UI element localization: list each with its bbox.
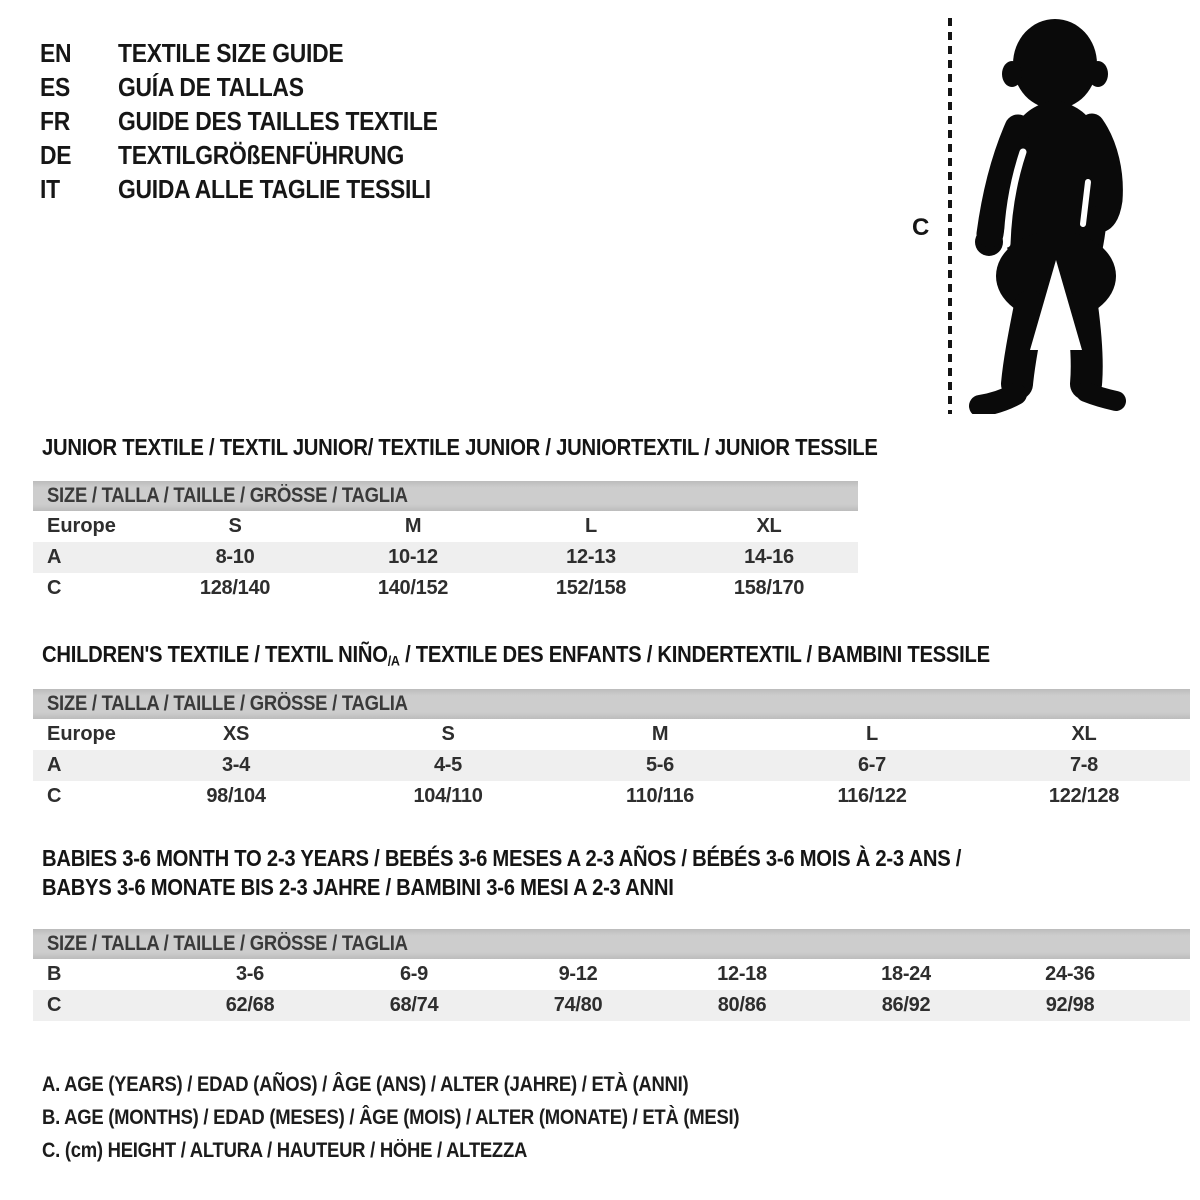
age-value: 3-4 xyxy=(221,754,250,776)
age-value: 4-5 xyxy=(433,754,462,776)
region-label: Europe xyxy=(47,515,116,537)
months-value: 18-24 xyxy=(881,963,931,985)
junior-size-table xyxy=(33,481,858,604)
size-col-header: L xyxy=(585,515,597,537)
months-value: 9-12 xyxy=(558,963,598,985)
months-value: 24-36 xyxy=(1045,963,1095,985)
table-row-height xyxy=(33,573,858,604)
size-col-header: M xyxy=(651,723,669,745)
height-value: 158/170 xyxy=(733,577,805,599)
height-value: 80/86 xyxy=(717,994,767,1016)
babies-section-title: BABIES 3-6 MONTH TO 2-3 YEARS / BEBÉS 3-6 MESES A 2-3 AÑOS / BÉBÉS 3-6 MOIS À 2-3 ANS / BABYS 3-6 MONATE BIS 2-3 JAHRE / BAMBINI 3-6 MESI A 2-3 ANNI xyxy=(42,845,962,900)
size-col-header: L xyxy=(866,723,878,745)
height-value: 116/122 xyxy=(837,785,907,807)
height-value: 74/80 xyxy=(553,994,603,1016)
size-header-band: SIZE / TALLA / TAILLE / GRÖSSE / TAGLIA xyxy=(33,929,1190,959)
row-label: C xyxy=(47,577,62,599)
height-value: 86/92 xyxy=(881,994,931,1016)
nino-a-subscript: /A xyxy=(387,653,400,670)
months-value: 3-6 xyxy=(235,963,264,985)
age-value: 14-16 xyxy=(744,546,794,568)
row-label: C xyxy=(47,994,62,1016)
table-header-row xyxy=(33,511,858,542)
height-value: 152/158 xyxy=(555,577,627,599)
height-value: 140/152 xyxy=(377,577,449,599)
list-item xyxy=(40,138,481,172)
age-value: 8-10 xyxy=(215,546,255,568)
age-value: 12-13 xyxy=(566,546,616,568)
language-code: IT xyxy=(40,174,60,204)
footnote-age-years: A. AGE (YEARS) / EDAD (AÑOS) / ÂGE (ANS) / ALTER (JAHRE) / ETÀ (ANNI) xyxy=(42,1073,689,1096)
legend-footnotes xyxy=(42,1068,834,1167)
junior-section-title: JUNIOR TEXTILE / TEXTIL JUNIOR/ TEXTILE JUNIOR / JUNIORTEXTIL / JUNIOR TESSILE xyxy=(42,434,878,460)
size-col-header: S xyxy=(228,515,242,537)
table-row-height xyxy=(33,781,1190,812)
language-code: EN xyxy=(40,38,72,68)
list-item xyxy=(40,70,481,104)
language-code: DE xyxy=(40,140,72,170)
height-value: 122/128 xyxy=(1048,785,1120,807)
children-size-table xyxy=(33,689,1190,812)
row-label: A xyxy=(47,754,62,776)
age-value: 10-12 xyxy=(388,546,438,568)
language-code: ES xyxy=(40,72,71,102)
children-section-title: CHILDREN'S TEXTILE / TEXTIL NIÑO/A / TEXTILE DES ENFANTS / KINDERTEXTIL / BAMBINI TESSILE xyxy=(42,641,990,670)
guide-title: GUÍA DE TALLAS xyxy=(118,72,304,102)
language-code: FR xyxy=(40,106,70,136)
height-value: 110/116 xyxy=(626,785,694,807)
size-col-header: XL xyxy=(1071,723,1097,745)
age-value: 6-7 xyxy=(857,754,886,776)
table-row-age xyxy=(33,542,858,573)
height-value: 68/74 xyxy=(389,994,439,1016)
height-value: 98/104 xyxy=(206,785,266,807)
footnote-age-months: B. AGE (MONTHS) / EDAD (MESES) / ÂGE (MOIS) / ALTER (MONATE) / ETÀ (MESI) xyxy=(42,1106,740,1129)
height-value: 128/140 xyxy=(199,577,271,599)
months-value: 6-9 xyxy=(399,963,428,985)
row-label: C xyxy=(47,785,62,807)
table-row-height xyxy=(33,990,1190,1021)
guide-title: TEXTILGRÖßENFÜHRUNG xyxy=(118,140,405,170)
table-row-months xyxy=(33,959,1190,990)
guide-title: TEXTILE SIZE GUIDE xyxy=(118,38,344,68)
row-label: A xyxy=(47,546,62,568)
language-title-list xyxy=(40,36,481,206)
height-value: 104/110 xyxy=(413,785,483,807)
guide-title: GUIDA ALLE TAGLIE TESSILI xyxy=(118,174,431,204)
size-header-band: SIZE / TALLA / TAILLE / GRÖSSE / TAGLIA xyxy=(33,689,1190,719)
table-header-row xyxy=(33,719,1190,750)
height-measure-dashed-line xyxy=(948,18,952,414)
toddler-silhouette-icon xyxy=(960,14,1140,414)
list-item xyxy=(40,104,481,138)
size-col-header: M xyxy=(404,515,422,537)
table-row-age xyxy=(33,750,1190,781)
height-value: 92/98 xyxy=(1045,994,1095,1016)
size-col-header: S xyxy=(441,723,455,745)
height-measure-label: C xyxy=(912,214,930,241)
row-label: B xyxy=(47,963,62,985)
height-value: 62/68 xyxy=(225,994,275,1016)
spacer xyxy=(1152,990,1190,1021)
guide-title: GUIDE DES TAILLES TEXTILE xyxy=(118,106,438,136)
months-value: 12-18 xyxy=(717,963,767,985)
size-col-header: XL xyxy=(756,515,782,537)
babies-size-table xyxy=(33,929,1190,1021)
list-item xyxy=(40,36,481,70)
footnote-height-cm: C. (cm) HEIGHT / ALTURA / HAUTEUR / HÖHE / ALTEZZA xyxy=(42,1139,528,1162)
size-col-header: XS xyxy=(222,723,250,745)
age-value: 7-8 xyxy=(1069,754,1098,776)
list-item xyxy=(40,172,481,206)
spacer xyxy=(1152,959,1190,990)
size-header-band: SIZE / TALLA / TAILLE / GRÖSSE / TAGLIA xyxy=(33,481,858,511)
region-label: Europe xyxy=(47,723,116,745)
age-value: 5-6 xyxy=(645,754,674,776)
